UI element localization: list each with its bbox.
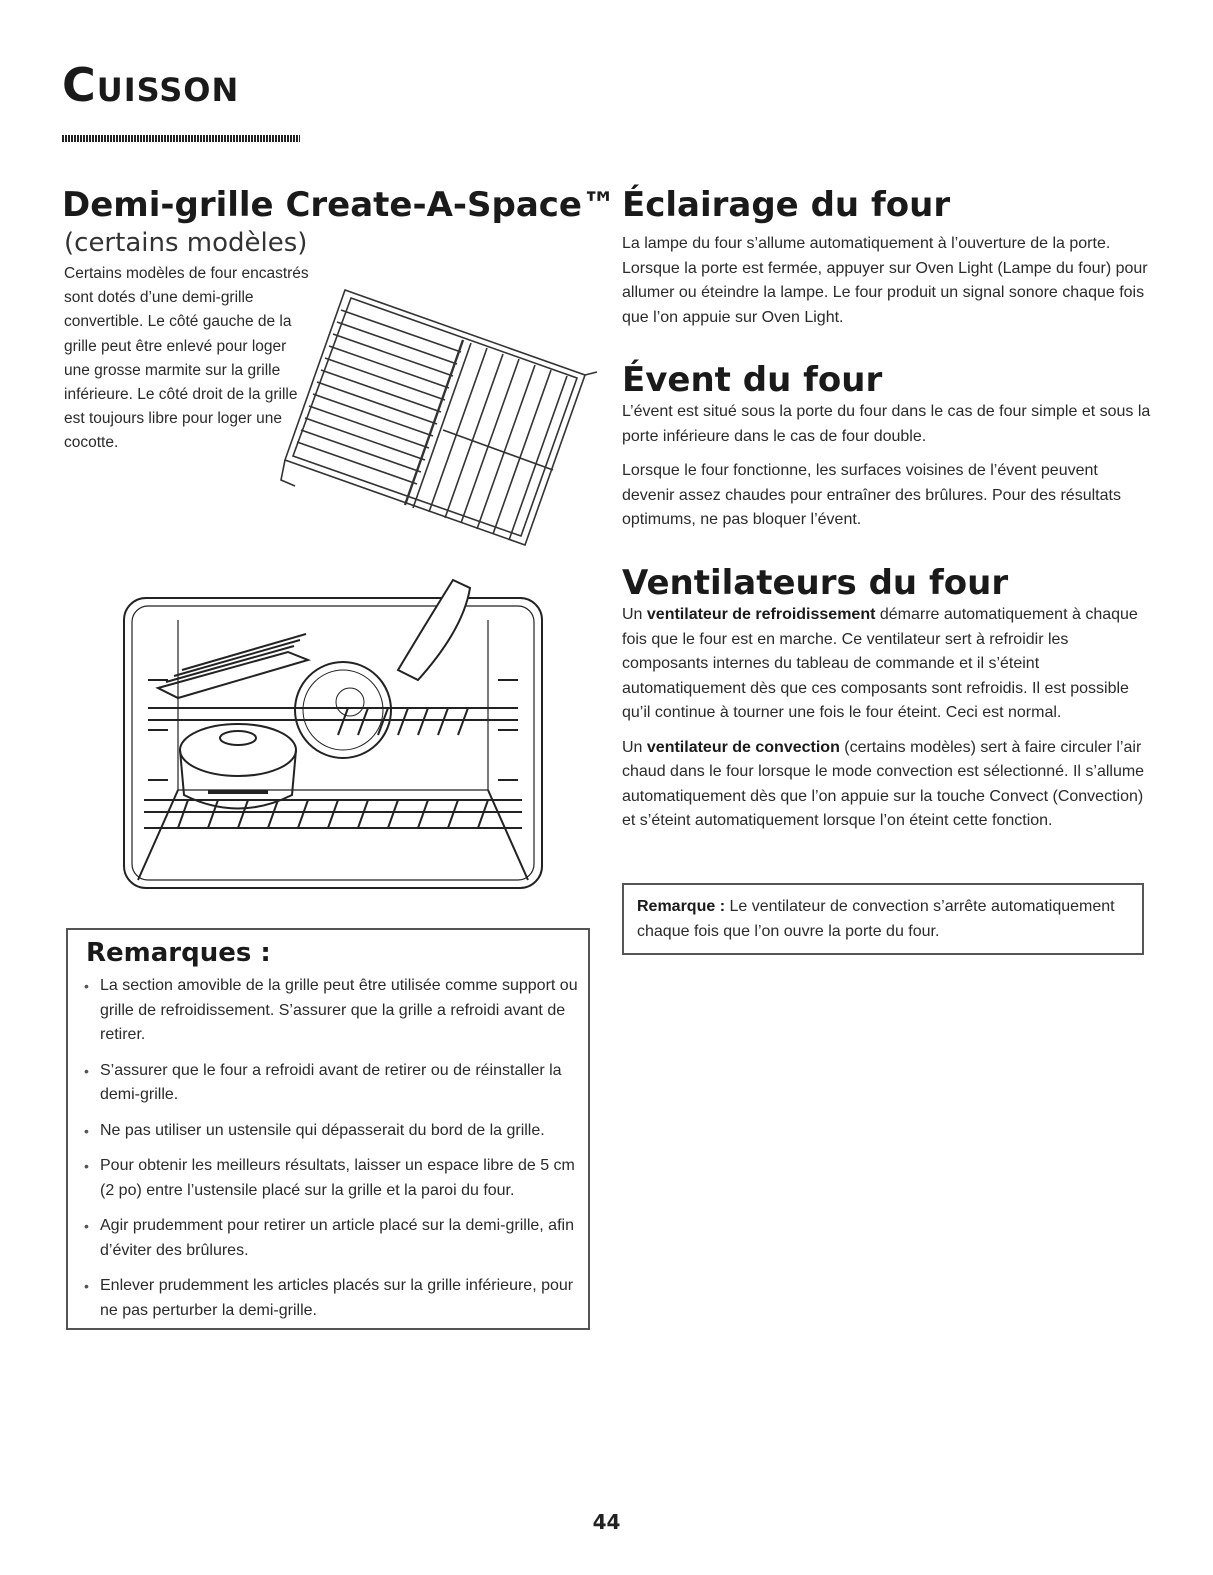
half-rack-illustration (275, 280, 605, 550)
remark-label: Remarque : (637, 898, 726, 915)
cooling-fan-term: ventilateur de refroidissement (646, 606, 876, 623)
fans-paragraph-cooling: Un ventilateur de refroidissement démarre automatiquement à chaque fois que le four est en marche. Ce ventilateur sert à refroidir les composants internes du tableau de commande et il s’éteint automatiquement dès que ces composants sont refroidis. Il est possible qu’il continue à tourner une fois le four éteint. Ceci est normal. (622, 606, 1138, 721)
title-rule (62, 135, 300, 142)
bullet-icon: • (84, 1278, 89, 1294)
notes-title: Remarques : (86, 938, 271, 968)
list-item: • La section amovible de la grille peut être utilisée comme support ou grille de refroidissement. S’assurer que la grille a refroidi avant de retirer. (74, 974, 586, 1048)
list-item: • S’assurer que le four a refroidi avant de retirer ou de réinstaller la demi-grille. (74, 1059, 586, 1108)
bullet-icon: • (84, 1122, 89, 1139)
list-item: • Agir prudemment pour retirer un article placé sur la demi-grille, afin d’éviter des brûlures. (74, 1214, 586, 1263)
notes-list (74, 974, 586, 1334)
convection-fan-term: ventilateur de convection (646, 738, 840, 756)
oven-interior-illustration (118, 560, 548, 900)
page-title: Cuisson (62, 58, 240, 112)
fans-paragraph-convection: Un ventilateur de convection (certains modèles) sert à faire circuler l’air chaud dans le four lorsque le mode convection est sélectionné. Il s’allume automatiquement dès que l’on appuie sur la touche Convect (Convection) et s’éteint automatiquement lorsque l’on éteint cette fonction. (622, 738, 1145, 829)
fans-text (622, 603, 1152, 844)
bullet-icon: • (84, 1158, 89, 1174)
list-item: • Ne pas utiliser un ustensile qui dépasserait du bord de la grille. (74, 1119, 586, 1144)
bullet-icon: • (84, 1062, 89, 1079)
list-item: • Pour obtenir les meilleurs résultats, laisser un espace libre de 5 cm (2 po) entre l’ustensile placé sur la grille et la paroi du four. (74, 1154, 586, 1203)
remark-text: Remarque : Le ventilateur de convection s’arrête automatiquement chaque fois que l’on ouvre la porte du four. (637, 898, 1115, 940)
lighting-paragraph: La lampe du four s’allume automatiquement à l’ouverture de la porte. Lorsque la porte est fermée, appuyer sur Oven Light (Lampe du four) pour allumer ou éteindre la lampe. Le four produit un signal sonore chaque fois que l’on appuie sur Oven Light. (622, 235, 1148, 326)
section-heading-create-a-space: Demi-grille Create-A-Space™ (62, 185, 616, 225)
section-subtitle: (certains modèles) (64, 228, 308, 258)
section-heading-vent: Évent du four (622, 360, 883, 400)
vent-text (622, 400, 1152, 543)
vent-paragraph-2: Lorsque le four fonctionne, les surfaces voisines de l’évent peuvent devenir assez chaudes pour entraîner des brûlures. Pour des résultats optimums, ne pas bloquer l’évent. (622, 462, 1121, 528)
page-number: 44 (592, 1510, 621, 1534)
list-item: • Enlever prudemment les articles placés sur la grille inférieure, pour ne pas perturber la demi-grille. (74, 1274, 586, 1323)
section-heading-lighting: Éclairage du four (622, 185, 951, 225)
vent-paragraph-1: L’évent est situé sous la porte du four dans le cas de four simple et sous la porte inférieure dans le cas de four double. (622, 403, 1151, 445)
section-heading-fans: Ventilateurs du four (622, 563, 1009, 603)
bullet-icon: • (84, 1218, 89, 1234)
intro-paragraph: Certains modèles de four encastrés sont dotés d’une demi-grille convertible. Le côté gauche de la grille peut être enlevé pour loger une grosse marmite sur la grille inférieure. Le côté droit de la grille est toujours libre pour loger une cocotte. (64, 265, 309, 452)
bullet-icon: • (84, 978, 89, 994)
